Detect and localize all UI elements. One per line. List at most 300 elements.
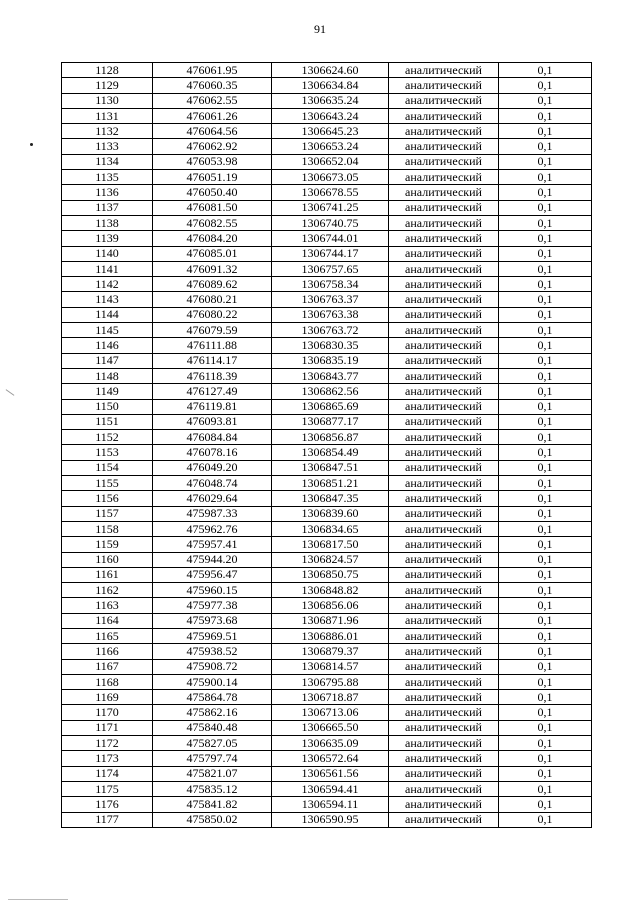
method-cell: аналитический <box>389 736 499 751</box>
accuracy-cell: 0,1 <box>499 414 592 429</box>
accuracy-cell: 0,1 <box>499 537 592 552</box>
y-coordinate-cell: 1306854.49 <box>272 445 389 460</box>
x-coordinate-cell: 476085.01 <box>153 246 272 261</box>
point-number-cell: 1162 <box>62 583 153 598</box>
method-cell: аналитический <box>389 368 499 383</box>
accuracy-cell: 0,1 <box>499 659 592 674</box>
y-coordinate-cell: 1306795.88 <box>272 674 389 689</box>
point-number-cell: 1155 <box>62 476 153 491</box>
y-coordinate-cell: 1306652.04 <box>272 154 389 169</box>
accuracy-cell: 0,1 <box>499 521 592 536</box>
x-coordinate-cell: 476082.55 <box>153 215 272 230</box>
method-cell: аналитический <box>389 353 499 368</box>
y-coordinate-cell: 1306758.34 <box>272 277 389 292</box>
point-number-cell: 1156 <box>62 491 153 506</box>
y-coordinate-cell: 1306814.57 <box>272 659 389 674</box>
method-cell: аналитический <box>389 491 499 506</box>
x-coordinate-cell: 476061.26 <box>153 108 272 123</box>
point-number-cell: 1174 <box>62 766 153 781</box>
x-coordinate-cell: 476127.49 <box>153 384 272 399</box>
y-coordinate-cell: 1306635.09 <box>272 736 389 751</box>
accuracy-cell: 0,1 <box>499 613 592 628</box>
table-row <box>62 399 592 414</box>
accuracy-cell: 0,1 <box>499 154 592 169</box>
method-cell: аналитический <box>389 781 499 796</box>
x-coordinate-cell: 475956.47 <box>153 567 272 582</box>
accuracy-cell: 0,1 <box>499 598 592 613</box>
table-row <box>62 720 592 735</box>
accuracy-cell: 0,1 <box>499 63 592 78</box>
point-number-cell: 1147 <box>62 353 153 368</box>
point-number-cell: 1133 <box>62 139 153 154</box>
point-number-cell: 1137 <box>62 200 153 215</box>
accuracy-cell: 0,1 <box>499 108 592 123</box>
accuracy-cell: 0,1 <box>499 751 592 766</box>
y-coordinate-cell: 1306877.17 <box>272 414 389 429</box>
x-coordinate-cell: 476062.55 <box>153 93 272 108</box>
table-row <box>62 338 592 353</box>
method-cell: аналитический <box>389 644 499 659</box>
y-coordinate-cell: 1306561.56 <box>272 766 389 781</box>
table-row <box>62 567 592 582</box>
method-cell: аналитический <box>389 552 499 567</box>
point-number-cell: 1142 <box>62 277 153 292</box>
y-coordinate-cell: 1306635.24 <box>272 93 389 108</box>
point-number-cell: 1161 <box>62 567 153 582</box>
point-number-cell: 1134 <box>62 154 153 169</box>
table-row <box>62 63 592 78</box>
x-coordinate-cell: 475841.82 <box>153 797 272 812</box>
point-number-cell: 1129 <box>62 78 153 93</box>
y-coordinate-cell: 1306817.50 <box>272 537 389 552</box>
table-row <box>62 200 592 215</box>
x-coordinate-cell: 475960.15 <box>153 583 272 598</box>
method-cell: аналитический <box>389 185 499 200</box>
accuracy-cell: 0,1 <box>499 292 592 307</box>
accuracy-cell: 0,1 <box>499 261 592 276</box>
x-coordinate-cell: 476061.95 <box>153 63 272 78</box>
x-coordinate-cell: 476093.81 <box>153 414 272 429</box>
method-cell: аналитический <box>389 277 499 292</box>
point-number-cell: 1140 <box>62 246 153 261</box>
method-cell: аналитический <box>389 231 499 246</box>
accuracy-cell: 0,1 <box>499 277 592 292</box>
x-coordinate-cell: 476049.20 <box>153 460 272 475</box>
table-row <box>62 139 592 154</box>
method-cell: аналитический <box>389 338 499 353</box>
x-coordinate-cell: 476081.50 <box>153 200 272 215</box>
coordinates-table-body <box>62 63 592 828</box>
accuracy-cell: 0,1 <box>499 766 592 781</box>
x-coordinate-cell: 475938.52 <box>153 644 272 659</box>
y-coordinate-cell: 1306856.06 <box>272 598 389 613</box>
accuracy-cell: 0,1 <box>499 812 592 827</box>
x-coordinate-cell: 475987.33 <box>153 506 272 521</box>
y-coordinate-cell: 1306847.35 <box>272 491 389 506</box>
table-row <box>62 78 592 93</box>
table-row <box>62 108 592 123</box>
method-cell: аналитический <box>389 720 499 735</box>
method-cell: аналитический <box>389 200 499 215</box>
method-cell: аналитический <box>389 292 499 307</box>
x-coordinate-cell: 476029.64 <box>153 491 272 506</box>
table-row <box>62 690 592 705</box>
scan-dot-mark <box>30 143 33 146</box>
point-number-cell: 1165 <box>62 628 153 643</box>
point-number-cell: 1159 <box>62 537 153 552</box>
method-cell: аналитический <box>389 705 499 720</box>
table-row <box>62 368 592 383</box>
y-coordinate-cell: 1306886.01 <box>272 628 389 643</box>
x-coordinate-cell: 475973.68 <box>153 613 272 628</box>
y-coordinate-cell: 1306594.11 <box>272 797 389 812</box>
accuracy-cell: 0,1 <box>499 720 592 735</box>
table-row <box>62 93 592 108</box>
x-coordinate-cell: 476078.16 <box>153 445 272 460</box>
point-number-cell: 1149 <box>62 384 153 399</box>
scan-edge-mark <box>8 899 68 900</box>
table-row <box>62 292 592 307</box>
y-coordinate-cell: 1306879.37 <box>272 644 389 659</box>
y-coordinate-cell: 1306848.82 <box>272 583 389 598</box>
method-cell: аналитический <box>389 78 499 93</box>
accuracy-cell: 0,1 <box>499 353 592 368</box>
table-row <box>62 659 592 674</box>
method-cell: аналитический <box>389 430 499 445</box>
y-coordinate-cell: 1306824.57 <box>272 552 389 567</box>
table-row <box>62 674 592 689</box>
table-row <box>62 430 592 445</box>
y-coordinate-cell: 1306713.06 <box>272 705 389 720</box>
table-row <box>62 812 592 827</box>
accuracy-cell: 0,1 <box>499 185 592 200</box>
method-cell: аналитический <box>389 521 499 536</box>
point-number-cell: 1170 <box>62 705 153 720</box>
y-coordinate-cell: 1306862.56 <box>272 384 389 399</box>
accuracy-cell: 0,1 <box>499 705 592 720</box>
table-row <box>62 628 592 643</box>
method-cell: аналитический <box>389 215 499 230</box>
x-coordinate-cell: 475977.38 <box>153 598 272 613</box>
accuracy-cell: 0,1 <box>499 797 592 812</box>
method-cell: аналитический <box>389 812 499 827</box>
accuracy-cell: 0,1 <box>499 200 592 215</box>
point-number-cell: 1168 <box>62 674 153 689</box>
accuracy-cell: 0,1 <box>499 170 592 185</box>
point-number-cell: 1177 <box>62 812 153 827</box>
point-number-cell: 1158 <box>62 521 153 536</box>
table-row <box>62 277 592 292</box>
y-coordinate-cell: 1306594.41 <box>272 781 389 796</box>
table-row <box>62 766 592 781</box>
point-number-cell: 1160 <box>62 552 153 567</box>
method-cell: аналитический <box>389 414 499 429</box>
accuracy-cell: 0,1 <box>499 78 592 93</box>
table-row <box>62 491 592 506</box>
table-row <box>62 307 592 322</box>
accuracy-cell: 0,1 <box>499 506 592 521</box>
y-coordinate-cell: 1306643.24 <box>272 108 389 123</box>
table-row <box>62 751 592 766</box>
point-number-cell: 1166 <box>62 644 153 659</box>
point-number-cell: 1167 <box>62 659 153 674</box>
accuracy-cell: 0,1 <box>499 384 592 399</box>
table-row <box>62 506 592 521</box>
method-cell: аналитический <box>389 63 499 78</box>
table-row <box>62 736 592 751</box>
y-coordinate-cell: 1306865.69 <box>272 399 389 414</box>
method-cell: аналитический <box>389 690 499 705</box>
point-number-cell: 1132 <box>62 124 153 139</box>
table-row <box>62 445 592 460</box>
point-number-cell: 1138 <box>62 215 153 230</box>
method-cell: аналитический <box>389 139 499 154</box>
y-coordinate-cell: 1306590.95 <box>272 812 389 827</box>
method-cell: аналитический <box>389 108 499 123</box>
table-row <box>62 231 592 246</box>
y-coordinate-cell: 1306843.77 <box>272 368 389 383</box>
point-number-cell: 1150 <box>62 399 153 414</box>
accuracy-cell: 0,1 <box>499 215 592 230</box>
point-number-cell: 1164 <box>62 613 153 628</box>
accuracy-cell: 0,1 <box>499 323 592 338</box>
accuracy-cell: 0,1 <box>499 231 592 246</box>
accuracy-cell: 0,1 <box>499 567 592 582</box>
y-coordinate-cell: 1306847.51 <box>272 460 389 475</box>
table-row <box>62 414 592 429</box>
table-row <box>62 323 592 338</box>
point-number-cell: 1175 <box>62 781 153 796</box>
method-cell: аналитический <box>389 506 499 521</box>
method-cell: аналитический <box>389 674 499 689</box>
table-row <box>62 644 592 659</box>
method-cell: аналитический <box>389 476 499 491</box>
method-cell: аналитический <box>389 399 499 414</box>
y-coordinate-cell: 1306624.60 <box>272 63 389 78</box>
y-coordinate-cell: 1306856.87 <box>272 430 389 445</box>
point-number-cell: 1143 <box>62 292 153 307</box>
accuracy-cell: 0,1 <box>499 93 592 108</box>
table-row <box>62 781 592 796</box>
x-coordinate-cell: 476114.17 <box>153 353 272 368</box>
x-coordinate-cell: 476084.84 <box>153 430 272 445</box>
x-coordinate-cell: 475797.74 <box>153 751 272 766</box>
x-coordinate-cell: 476064.56 <box>153 124 272 139</box>
accuracy-cell: 0,1 <box>499 583 592 598</box>
table-row <box>62 185 592 200</box>
method-cell: аналитический <box>389 751 499 766</box>
y-coordinate-cell: 1306763.72 <box>272 323 389 338</box>
y-coordinate-cell: 1306718.87 <box>272 690 389 705</box>
method-cell: аналитический <box>389 124 499 139</box>
table-row <box>62 613 592 628</box>
accuracy-cell: 0,1 <box>499 674 592 689</box>
x-coordinate-cell: 476062.92 <box>153 139 272 154</box>
point-number-cell: 1131 <box>62 108 153 123</box>
method-cell: аналитический <box>389 307 499 322</box>
x-coordinate-cell: 475962.76 <box>153 521 272 536</box>
y-coordinate-cell: 1306757.65 <box>272 261 389 276</box>
method-cell: аналитический <box>389 170 499 185</box>
accuracy-cell: 0,1 <box>499 338 592 353</box>
point-number-cell: 1151 <box>62 414 153 429</box>
method-cell: аналитический <box>389 261 499 276</box>
accuracy-cell: 0,1 <box>499 460 592 475</box>
point-number-cell: 1153 <box>62 445 153 460</box>
method-cell: аналитический <box>389 659 499 674</box>
table-row <box>62 552 592 567</box>
y-coordinate-cell: 1306744.01 <box>272 231 389 246</box>
point-number-cell: 1144 <box>62 307 153 322</box>
point-number-cell: 1135 <box>62 170 153 185</box>
y-coordinate-cell: 1306839.60 <box>272 506 389 521</box>
x-coordinate-cell: 476050.40 <box>153 185 272 200</box>
x-coordinate-cell: 476051.19 <box>153 170 272 185</box>
method-cell: аналитический <box>389 537 499 552</box>
method-cell: аналитический <box>389 598 499 613</box>
x-coordinate-cell: 476118.39 <box>153 368 272 383</box>
accuracy-cell: 0,1 <box>499 628 592 643</box>
y-coordinate-cell: 1306740.75 <box>272 215 389 230</box>
x-coordinate-cell: 475821.07 <box>153 766 272 781</box>
x-coordinate-cell: 476048.74 <box>153 476 272 491</box>
y-coordinate-cell: 1306744.17 <box>272 246 389 261</box>
method-cell: аналитический <box>389 613 499 628</box>
accuracy-cell: 0,1 <box>499 690 592 705</box>
accuracy-cell: 0,1 <box>499 552 592 567</box>
point-number-cell: 1176 <box>62 797 153 812</box>
x-coordinate-cell: 476079.59 <box>153 323 272 338</box>
point-number-cell: 1148 <box>62 368 153 383</box>
accuracy-cell: 0,1 <box>499 368 592 383</box>
accuracy-cell: 0,1 <box>499 445 592 460</box>
x-coordinate-cell: 476111.88 <box>153 338 272 353</box>
x-coordinate-cell: 476089.62 <box>153 277 272 292</box>
table-row <box>62 170 592 185</box>
accuracy-cell: 0,1 <box>499 307 592 322</box>
x-coordinate-cell: 475944.20 <box>153 552 272 567</box>
x-coordinate-cell: 476080.21 <box>153 292 272 307</box>
x-coordinate-cell: 475900.14 <box>153 674 272 689</box>
table-row <box>62 476 592 491</box>
x-coordinate-cell: 475969.51 <box>153 628 272 643</box>
point-number-cell: 1163 <box>62 598 153 613</box>
y-coordinate-cell: 1306653.24 <box>272 139 389 154</box>
accuracy-cell: 0,1 <box>499 644 592 659</box>
accuracy-cell: 0,1 <box>499 246 592 261</box>
x-coordinate-cell: 476119.81 <box>153 399 272 414</box>
table-row <box>62 353 592 368</box>
method-cell: аналитический <box>389 460 499 475</box>
x-coordinate-cell: 475850.02 <box>153 812 272 827</box>
y-coordinate-cell: 1306871.96 <box>272 613 389 628</box>
y-coordinate-cell: 1306830.35 <box>272 338 389 353</box>
coordinates-table <box>61 62 592 828</box>
y-coordinate-cell: 1306763.37 <box>272 292 389 307</box>
point-number-cell: 1130 <box>62 93 153 108</box>
table-row <box>62 215 592 230</box>
point-number-cell: 1145 <box>62 323 153 338</box>
method-cell: аналитический <box>389 445 499 460</box>
table-row <box>62 537 592 552</box>
table-row <box>62 460 592 475</box>
scan-tick-mark <box>6 389 15 396</box>
x-coordinate-cell: 476080.22 <box>153 307 272 322</box>
point-number-cell: 1171 <box>62 720 153 735</box>
table-row <box>62 246 592 261</box>
method-cell: аналитический <box>389 384 499 399</box>
y-coordinate-cell: 1306678.55 <box>272 185 389 200</box>
y-coordinate-cell: 1306850.75 <box>272 567 389 582</box>
method-cell: аналитический <box>389 567 499 582</box>
point-number-cell: 1128 <box>62 63 153 78</box>
point-number-cell: 1169 <box>62 690 153 705</box>
x-coordinate-cell: 476060.35 <box>153 78 272 93</box>
point-number-cell: 1154 <box>62 460 153 475</box>
y-coordinate-cell: 1306741.25 <box>272 200 389 215</box>
accuracy-cell: 0,1 <box>499 139 592 154</box>
x-coordinate-cell: 475957.41 <box>153 537 272 552</box>
y-coordinate-cell: 1306634.84 <box>272 78 389 93</box>
table-row <box>62 521 592 536</box>
y-coordinate-cell: 1306834.65 <box>272 521 389 536</box>
method-cell: аналитический <box>389 628 499 643</box>
x-coordinate-cell: 476084.20 <box>153 231 272 246</box>
table-row <box>62 154 592 169</box>
point-number-cell: 1172 <box>62 736 153 751</box>
accuracy-cell: 0,1 <box>499 476 592 491</box>
x-coordinate-cell: 475862.16 <box>153 705 272 720</box>
method-cell: аналитический <box>389 583 499 598</box>
point-number-cell: 1157 <box>62 506 153 521</box>
accuracy-cell: 0,1 <box>499 736 592 751</box>
x-coordinate-cell: 475908.72 <box>153 659 272 674</box>
table-row <box>62 124 592 139</box>
point-number-cell: 1139 <box>62 231 153 246</box>
y-coordinate-cell: 1306835.19 <box>272 353 389 368</box>
table-row <box>62 261 592 276</box>
point-number-cell: 1173 <box>62 751 153 766</box>
accuracy-cell: 0,1 <box>499 430 592 445</box>
y-coordinate-cell: 1306665.50 <box>272 720 389 735</box>
point-number-cell: 1152 <box>62 430 153 445</box>
method-cell: аналитический <box>389 766 499 781</box>
table-row <box>62 705 592 720</box>
y-coordinate-cell: 1306763.38 <box>272 307 389 322</box>
accuracy-cell: 0,1 <box>499 124 592 139</box>
method-cell: аналитический <box>389 797 499 812</box>
x-coordinate-cell: 475840.48 <box>153 720 272 735</box>
method-cell: аналитический <box>389 93 499 108</box>
method-cell: аналитический <box>389 323 499 338</box>
accuracy-cell: 0,1 <box>499 781 592 796</box>
y-coordinate-cell: 1306645.23 <box>272 124 389 139</box>
x-coordinate-cell: 475827.05 <box>153 736 272 751</box>
point-number-cell: 1141 <box>62 261 153 276</box>
point-number-cell: 1136 <box>62 185 153 200</box>
y-coordinate-cell: 1306673.05 <box>272 170 389 185</box>
x-coordinate-cell: 476053.98 <box>153 154 272 169</box>
accuracy-cell: 0,1 <box>499 491 592 506</box>
y-coordinate-cell: 1306851.21 <box>272 476 389 491</box>
page-number: 91 <box>314 22 326 36</box>
point-number-cell: 1146 <box>62 338 153 353</box>
accuracy-cell: 0,1 <box>499 399 592 414</box>
table-row <box>62 598 592 613</box>
method-cell: аналитический <box>389 246 499 261</box>
method-cell: аналитический <box>389 154 499 169</box>
x-coordinate-cell: 475864.78 <box>153 690 272 705</box>
